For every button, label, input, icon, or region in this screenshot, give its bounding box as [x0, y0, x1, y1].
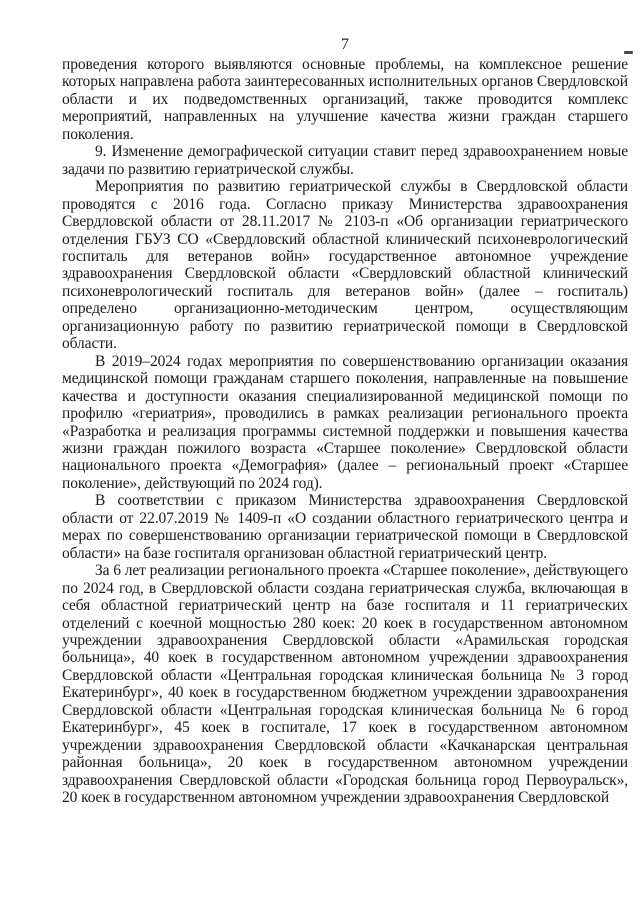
- paragraph-regional-project: В 2019–2024 годах мероприятия по совершенствованию организации оказания медицинской помощи гражданам старшего поколения, направленные на повышение качества и доступности оказания специализированной медицинской помощи по профилю «гериатрия», проводились в рамках реализации регионального проекта «Разработка и реализация программы системной поддержки и повышения качества жизни граждан пожилого возраста «Старшее поколение» Свердловской области национального проекта «Демография» (далее – региональный проект «Старшее поколение», действующий по 2024 год).: [62, 352, 628, 492]
- paragraph-item-9: 9. Изменение демографической ситуации ставит перед здравоохранением новые задачи по развитию гериатрической службы.: [62, 143, 628, 178]
- paragraph-continuation: проведения которого выявляются основные проблемы, на комплексное решение которых направлена работа заинтересованных исполнительных органов Свердловской области и их подведомственных организаций, также проводится комплекс мероприятий, направленных на улучшение качества жизни граждан старшего поколения.: [62, 56, 628, 143]
- page-number: 7: [341, 36, 349, 53]
- paragraph-geriatric-center-order: В соответствии с приказом Министерства здравоохранения Свердловской области от 22.07.2019 № 1409-п «О создании областного гериатрического центра и мерах по совершенствованию организации гериатрической помощи в Свердловской области» на базе госпиталя организован областной гериатрический центр.: [62, 492, 628, 562]
- scan-artifact-mark: [624, 51, 633, 54]
- paragraph-six-years-results: За 6 лет реализации регионального проекта «Старшее поколение», действующего по 2024 год, в Свердловской области создана гериатрическая служба, включающая в себя областной гериатрический центр на базе госпиталя и 11 гериатрических отделений с коечной мощностью 280 коек: 20 коек в государственном автономном учреждении здравоохранения Свердловской области «Арамильская городская больница», 40 коек в государственном автономном учреждении здравоохранения Свердловской области «Центральная городская клиническая больница № 3 город Екатеринбург», 40 коек в государственном бюджетном учреждении здравоохранения Свердловской области «Центральная городская клиническая больница № 6 город Екатеринбург», 45 коек в госпитале, 17 коек в государственном автономном учреждении здравоохранения Свердловской области «Качканарская центральная районная больница», 20 коек в государственном автономном учреждении здравоохранения Свердловской области «Городская больница город Первоуральск», 20 коек в государственном автономном учреждении здравоохранения Свердловской: [62, 562, 628, 807]
- paragraph-geriatric-service: Мероприятия по развитию гериатрической службы в Свердловской области проводятся с 2016 года. Согласно приказу Министерства здравоохранения Свердловской области от 28.11.2017 № 2103-п «Об организации гериатрического отделения ГБУЗ СО «Свердловский областной клинический психоневрологический госпиталь для ветеранов войн» государственное автономное учреждение здравоохранения Свердловской области «Свердловский областной клинический психоневрологический госпиталь для ветеранов войн» (далее – госпиталь) определено организационно-методическим центром, осуществляющим организационную работу по развитию гериатрической помощи в Свердловской области.: [62, 178, 628, 353]
- document-body: [62, 56, 628, 806]
